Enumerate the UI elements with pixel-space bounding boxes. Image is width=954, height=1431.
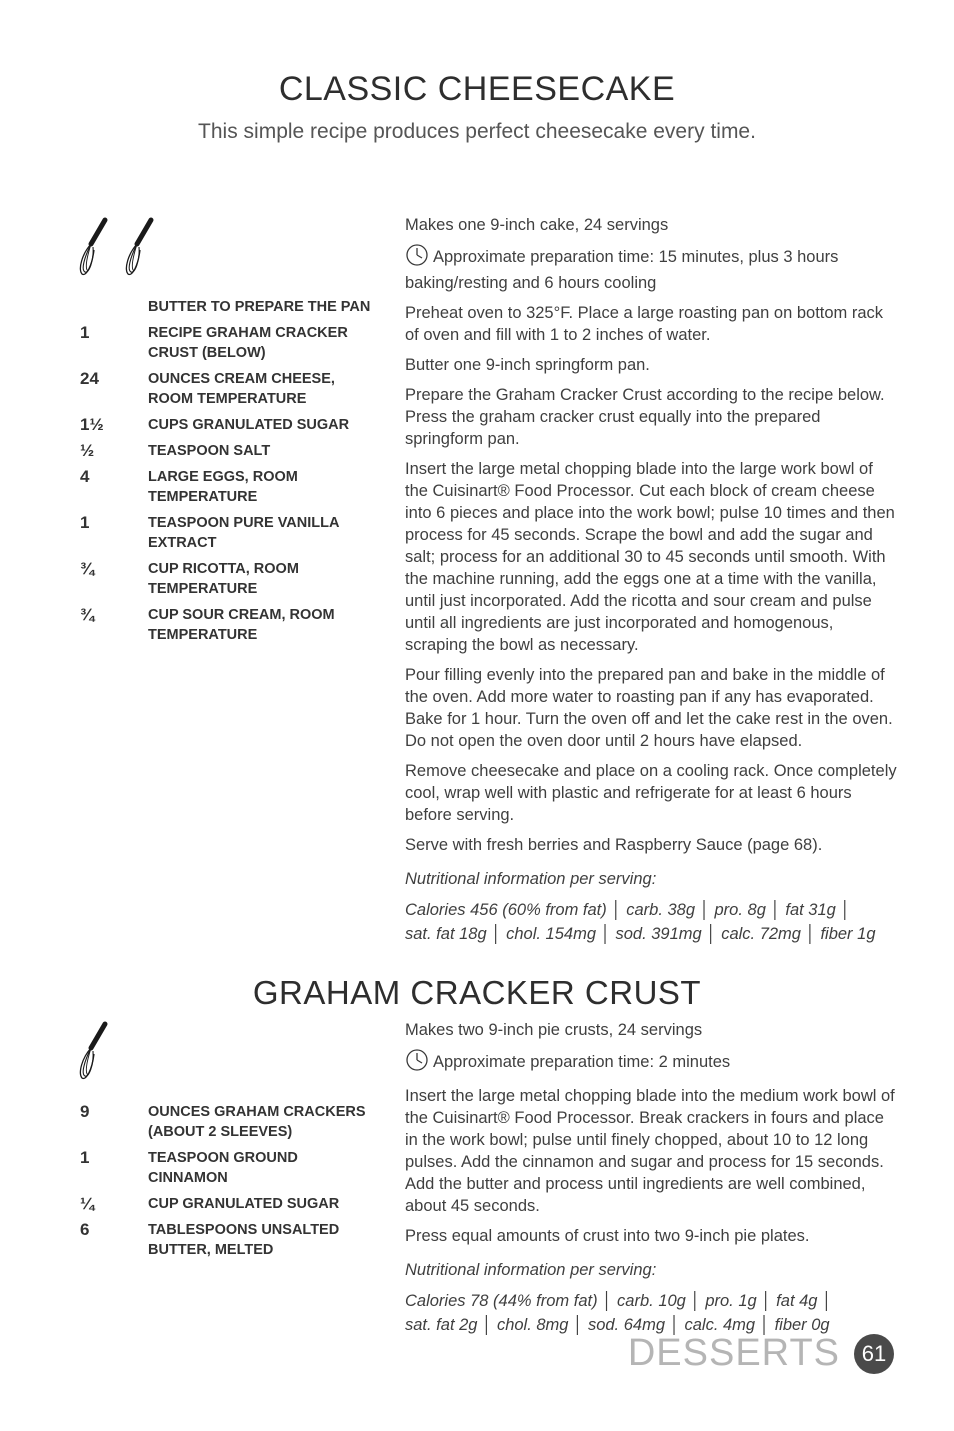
ingredient-qty: ¾ [80,559,95,578]
ingredient-qty: 1 [80,323,90,342]
ingredient-qty: 1 [80,513,90,532]
nutrition-info [405,1289,897,1337]
recipe-instructions [405,1019,897,1337]
ingredient-name: CUP GRANULATED SUGAR [148,1196,340,1212]
ingredient-qty: 6 [80,1220,90,1239]
recipe-instructions [405,214,897,946]
section-label: DESSERTS [627,1332,840,1374]
nutrition-line: sat. fat 18g │ chol. 154mg │ sod. 391mg │ calc. 72mg │ fiber 1g [405,925,876,943]
recipe-yield: Makes one 9-inch cake, 24 servings [405,216,669,234]
ingredient-name: TEASPOON SALT [148,443,271,459]
ingredient-name: CUPS GRANULATED SUGAR [148,417,350,433]
ingredient-name: OUNCES CREAM CHEESE, ROOM TEMPERATURE [148,371,335,407]
whisk-icon [80,220,105,274]
ingredient-name: CUP RICOTTA, ROOM TEMPERATURE [148,561,299,597]
ingredient-qty: 24 [80,369,99,388]
nutrition-line: Calories 78 (44% from fat) │ carb. 10g │ pro. 1g │ fat 4g │ [405,1292,833,1310]
ingredient-qty: ¼ [80,1194,95,1213]
ingredient-name: CUP SOUR CREAM, ROOM TEMPERATURE [148,607,335,643]
recipe-step: Serve with fresh berries and Raspberry Sauce (page 68). [405,836,823,854]
recipe-yield: Makes two 9-inch pie crusts, 24 servings [405,1021,703,1039]
ingredient-item [80,605,380,645]
nutrition-label: Nutritional information per serving: [405,870,657,888]
prep-time [405,1049,897,1077]
ingredient-item [80,441,380,461]
recipe-step: Press equal amounts of crust into two 9-inch pie plates. [405,1227,810,1245]
clock-icon [405,244,429,272]
recipe-step: Prepare the Graham Cracker Crust according to the recipe below. Press the graham cracker crust equally into the prepared springform pan. [405,386,885,448]
ingredient-item [80,415,380,435]
ingredient-item [80,1148,380,1188]
prep-time-text: Approximate preparation time: 2 minutes [433,1053,731,1071]
ingredient-name: TEASPOON GROUND CINNAMON [148,1150,298,1186]
prep-time-text: Approximate preparation time: 15 minutes, plus 3 hours baking/resting and 6 hours cooling [405,248,839,292]
nutrition-line: Calories 456 (60% from fat) │ carb. 38g │ pro. 8g │ fat 31g │ [405,901,851,919]
ingredient-qty: 9 [80,1102,90,1121]
recipe-step: Preheat oven to 325°F. Place a large roasting pan on bottom rack of oven and fill with 1 to 2 inches of water. [405,304,884,344]
page-footer [628,1332,894,1375]
recipe-subtitle: This simple recipe produces perfect cheesecake every time. [198,120,756,143]
clock-icon [405,1049,429,1077]
recipe-title: CLASSIC CHEESECAKE [278,70,676,108]
recipe-step: Remove cheesecake and place on a cooling rack. Once completely cool, wrap well with plastic and refrigerate for at least 6 hours before serving. [405,762,897,824]
nutrition-line: sat. fat 2g │ chol. 8mg │ sod. 64mg │ calc. 4mg │ fiber 0g [405,1316,830,1334]
ingredient-name: LARGE EGGS, ROOM TEMPERATURE [148,469,298,505]
ingredient-name: RECIPE GRAHAM CRACKER CRUST (BELOW) [148,325,348,361]
page-number-badge: 61 [854,1334,894,1374]
ingredient-item [80,467,380,507]
ingredient-item [80,369,380,409]
ingredient-item [80,513,380,553]
ingredient-name: TABLESPOONS UNSALTED BUTTER, MELTED [148,1222,340,1258]
recipe-step: Insert the large metal chopping blade into the large work bowl of the Cuisinart® Food Processor. Cut each block of cream cheese into 6 pieces and place into the work bowl; pulse 10 times and then process for 45 seconds. Scrape the bowl and add the sugar and salt; process for an additional 30 to 45 seconds until smooth. With the machine running, add the eggs one at a time with the vanilla, until just incorporated. Add the ricotta and sour cream and pulse until all ingredients are just incorporated and homogenous, scraping the bowl as necessary. [405,460,895,654]
ingredient-qty: 4 [80,467,90,486]
nutrition-info [405,898,897,946]
recipe-title: GRAHAM CRACKER CRUST [252,974,702,1011]
ingredient-qty [80,297,148,317]
recipe-step: Pour filling evenly into the prepared pan and bake in the middle of the oven. Add more water to roasting pan if any has evaporated. Bake for 1 hour. Turn the oven off and let the cake rest in the oven. Do not open the oven door until 2 hours have elapsed. [405,666,893,750]
ingredient-item [80,559,380,599]
prep-time [405,244,897,294]
ingredient-name: BUTTER TO PREPARE THE PAN [148,299,371,315]
ingredient-name: TEASPOON PURE VANILLA EXTRACT [148,515,339,551]
ingredient-qty: ½ [80,441,95,460]
difficulty-rating [76,1018,140,1091]
difficulty-rating [76,214,186,287]
nutrition-label: Nutritional information per serving: [405,1261,657,1279]
ingredient-list [80,297,380,651]
ingredient-item [80,323,380,363]
ingredient-list [80,1102,380,1266]
recipe-step: Insert the large metal chopping blade into the medium work bowl of the Cuisinart® Food Processor. Break crackers in fours and place in the work bowl; pulse until finely chopped, about 10 to 12 long pulses. Add the cinnamon and sugar and process for 15 seconds. Add the butter and process until ingredients are well combined, about 45 seconds. [405,1087,895,1215]
ingredient-qty: ¾ [80,605,95,624]
ingredient-qty: 1½ [80,415,104,434]
ingredient-item [80,1194,380,1214]
ingredient-item [80,1102,380,1142]
ingredient-item [80,1220,380,1260]
ingredient-name: OUNCES GRAHAM CRACKERS (ABOUT 2 SLEEVES) [148,1104,366,1140]
recipe-step: Butter one 9-inch springform pan. [405,356,650,374]
whisk-icon [80,1024,105,1078]
ingredient-item [80,297,380,317]
ingredient-qty: 1 [80,1148,90,1167]
whisk-icon [126,220,151,274]
